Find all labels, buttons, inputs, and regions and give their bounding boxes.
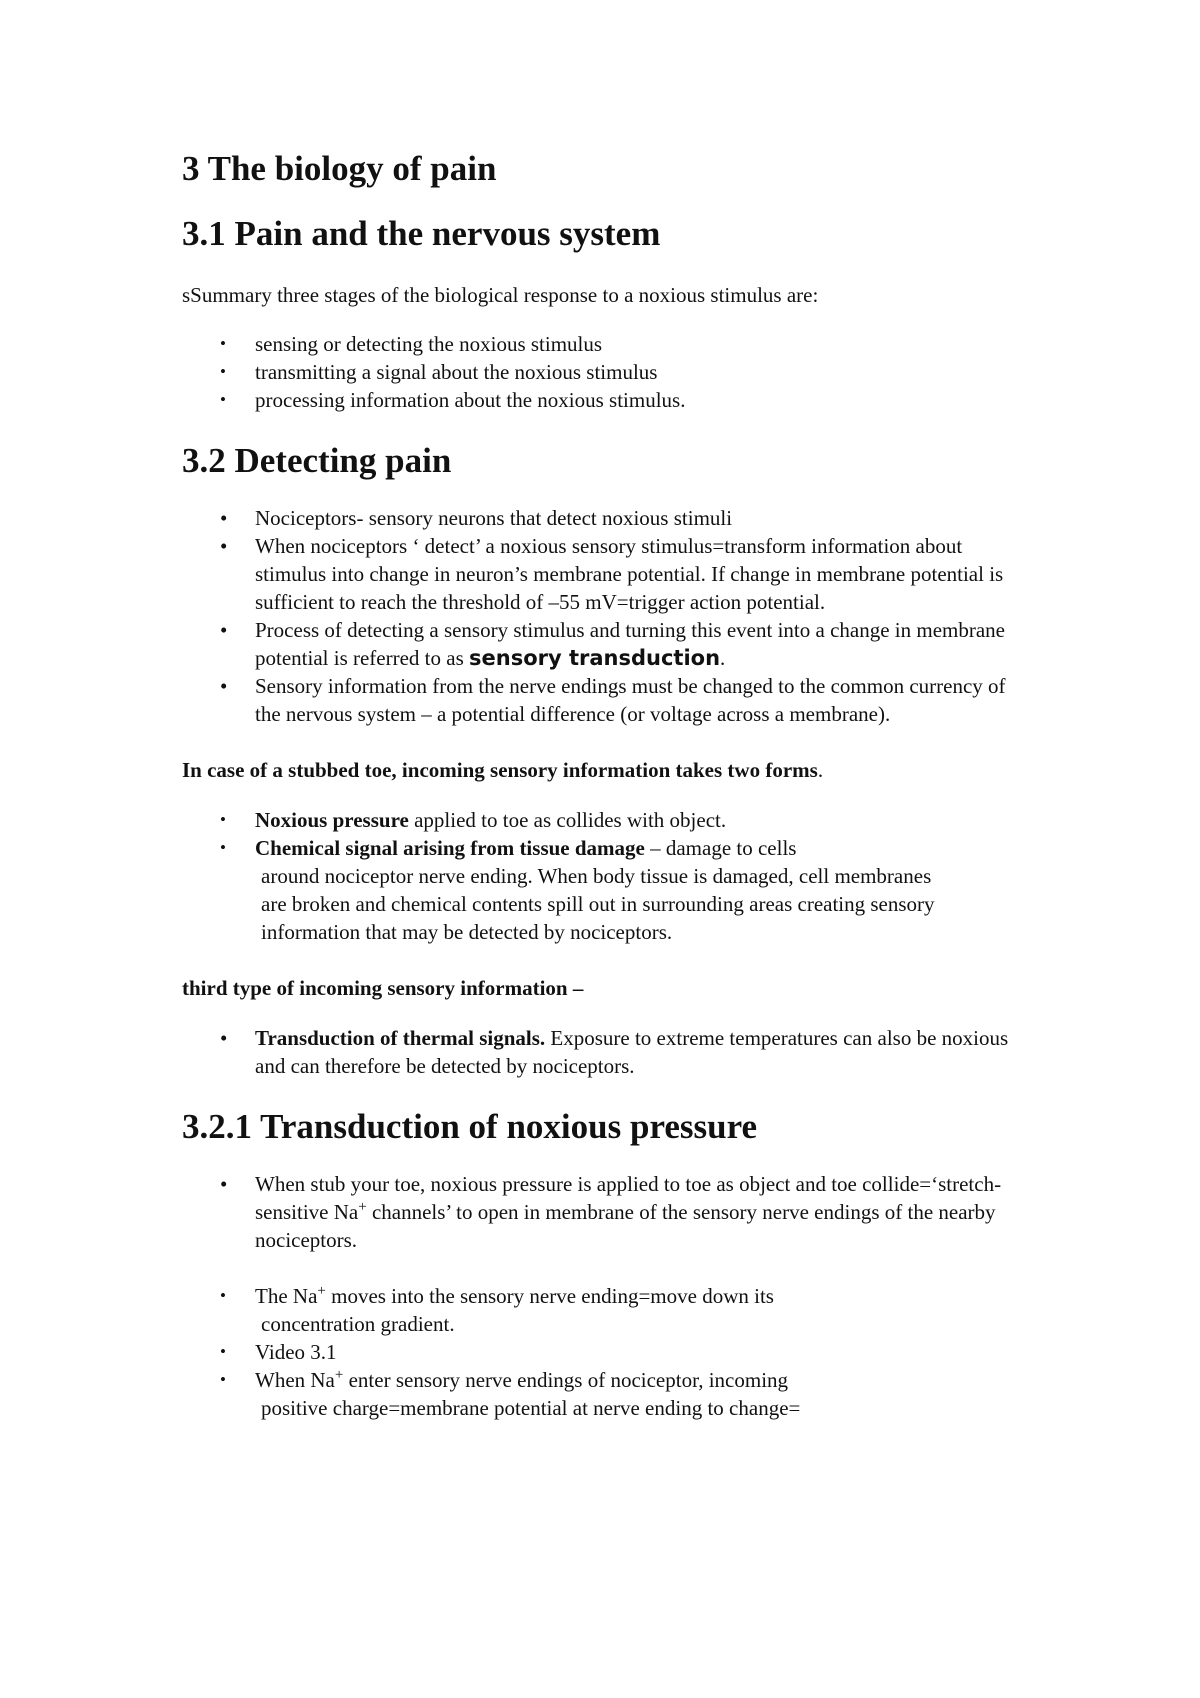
list-item: • When nociceptors ‘ detect’ a noxious sensory stimulus=transform information about stimulus into change in neuron’s membrane potential. If change in membrane potential is sufficient to reach the threshold of –55 mV=trigger action potential. bbox=[220, 534, 1004, 614]
list-item: • Nociceptors- sensory neurons that detect noxious stimuli bbox=[220, 506, 733, 530]
section-heading-3-2: 3.2 Detecting pain bbox=[182, 441, 452, 480]
document-page bbox=[182, 146, 1082, 1422]
list-item: • transmitting a signal about the noxious stimulus bbox=[220, 360, 658, 384]
bullet-icon: • bbox=[220, 390, 226, 409]
section-heading-3-1: 3.1 Pain and the nervous system bbox=[182, 214, 661, 253]
pressure-list-b bbox=[182, 1282, 1082, 1422]
bullet-icon: • bbox=[220, 334, 226, 353]
bullet-icon: • bbox=[220, 362, 226, 381]
bullet-icon: • bbox=[220, 1026, 228, 1050]
stages-list bbox=[182, 330, 1082, 414]
bullet-icon: • bbox=[220, 1342, 226, 1361]
bullet-icon: • bbox=[220, 838, 226, 857]
list-item: • processing information about the noxious stimulus. bbox=[220, 388, 686, 412]
bullet-icon: • bbox=[220, 1370, 226, 1389]
stubbed-toe-intro: In case of a stubbed toe, incoming sensory information takes two forms. bbox=[182, 758, 824, 782]
list-item: • Process of detecting a sensory stimulus and turning this event into a change in membrane potential is referred to as sensory transduction. bbox=[220, 618, 1005, 670]
toe-forms-list bbox=[182, 806, 1082, 946]
list-item: • Sensory information from the nerve endings must be changed to the common currency of the nervous system – a potential difference (or voltage across a membrane). bbox=[220, 674, 1006, 726]
list-item: • sensing or detecting the noxious stimulus bbox=[220, 332, 603, 356]
sensory-transduction-term: sensory transduction bbox=[469, 646, 721, 670]
document-title: 3 The biology of pain bbox=[182, 149, 497, 188]
pressure-list-a bbox=[182, 1170, 1082, 1254]
section-heading-3-2-1: 3.2.1 Transduction of noxious pressure bbox=[182, 1107, 758, 1146]
list-item: • The Na+ moves into the sensory nerve ending=move down its concentration gradient. bbox=[220, 1283, 774, 1336]
list-item: • When stub your toe, noxious pressure is applied to toe as object and toe collide=‘stretch-sensitive Na+ channels’ to open in membrane of the sensory nerve endings of the nearby nociceptors. bbox=[220, 1172, 1002, 1252]
bullet-icon: • bbox=[220, 534, 228, 558]
bullet-icon: • bbox=[220, 674, 228, 698]
video-reference: Video 3.1 bbox=[255, 1340, 337, 1364]
bullet-icon: • bbox=[220, 1286, 226, 1305]
summary-intro: sSummary three stages of the biological response to a noxious stimulus are: bbox=[182, 283, 819, 307]
list-item: • When Na+ enter sensory nerve endings of nociceptor, incoming positive charge=membrane potential at nerve ending to change= bbox=[220, 1367, 801, 1420]
list-item: • Chemical signal arising from tissue damage – damage to cells around nociceptor nerve ending. When body tissue is damaged, cell membranes are broken and chemical contents spill out in surrounding areas creating sensory information that may be detected by nociceptors. bbox=[220, 836, 935, 944]
list-item: • Transduction of thermal signals. Exposure to extreme temperatures can also be noxious and can therefore be detected by nociceptors. bbox=[220, 1026, 1009, 1078]
bullet-icon: • bbox=[220, 506, 228, 530]
third-type-intro: third type of incoming sensory information – bbox=[182, 976, 584, 1000]
bullet-icon: • bbox=[220, 618, 228, 642]
detecting-list bbox=[182, 504, 1082, 728]
bullet-icon: • bbox=[220, 810, 226, 829]
list-item: • Noxious pressure applied to toe as collides with object. bbox=[220, 808, 727, 832]
thermal-list bbox=[182, 1024, 1082, 1080]
list-item bbox=[182, 1338, 1015, 1366]
bullet-icon: • bbox=[220, 1172, 228, 1196]
